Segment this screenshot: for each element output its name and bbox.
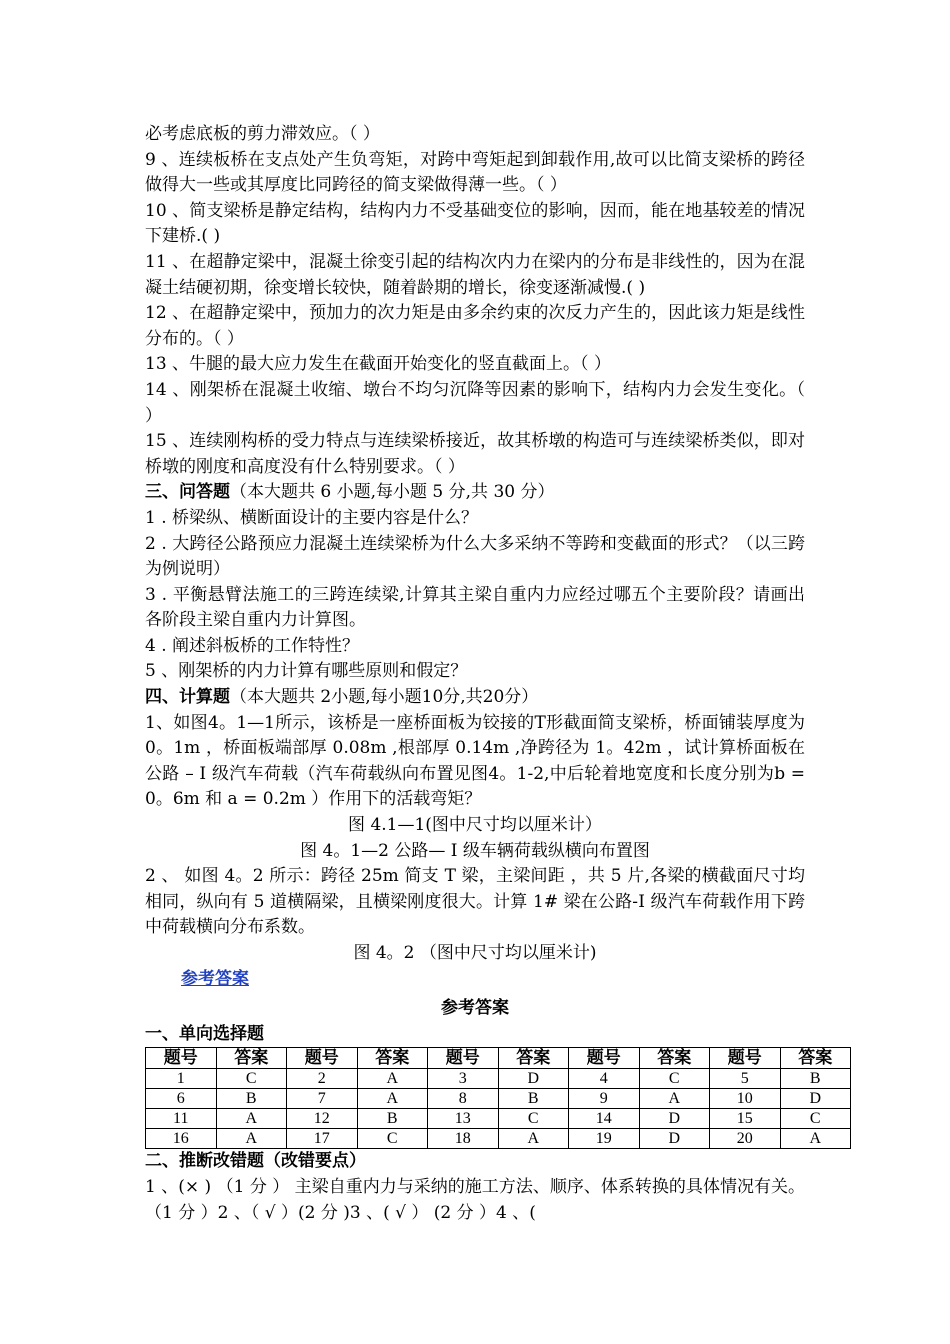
answer-letter: A xyxy=(357,1089,428,1109)
question-number: 6 xyxy=(146,1089,217,1109)
table-row xyxy=(146,1069,851,1089)
answer-letter: A xyxy=(780,1129,851,1149)
section3-heading: 三、问答题 xyxy=(145,482,230,503)
qa-item-2: 2 . 大跨径公路预应力混凝土连续梁桥为什么大多采纳不等跨和变截面的形式？（以三跨为例说明） xyxy=(145,533,805,580)
col-number-header: 题号 xyxy=(287,1048,358,1069)
question-number: 7 xyxy=(287,1089,358,1109)
table-row xyxy=(146,1089,851,1109)
answer-letter: B xyxy=(498,1089,569,1109)
qa-item-4: 4 . 阐述斜板桥的工作特性？ xyxy=(145,635,360,656)
question-number: 3 xyxy=(428,1069,499,1089)
answer-letter: B xyxy=(780,1069,851,1089)
question-number: 13 xyxy=(428,1109,499,1129)
col-answer-header: 答案 xyxy=(780,1048,851,1069)
question-number: 15 xyxy=(710,1109,781,1129)
reference-answer-link[interactable]: 参考答案 xyxy=(181,968,249,989)
col-number-header: 题号 xyxy=(146,1048,217,1069)
question-number: 16 xyxy=(146,1129,217,1149)
answer-letter: A xyxy=(216,1109,287,1129)
answer-letter: D xyxy=(498,1069,569,1089)
qa-item-3: 3 . 平衡悬臂法施工的三跨连续梁,计算其主梁自重内力应经过哪五个主要阶段？请画出各阶段主梁自重内力计算图。 xyxy=(145,584,805,631)
question-number: 18 xyxy=(428,1129,499,1149)
answer-letter: A xyxy=(216,1129,287,1149)
col-answer-header: 答案 xyxy=(357,1048,428,1069)
question-number: 8 xyxy=(428,1089,499,1109)
table-row xyxy=(146,1129,851,1149)
figure-caption-4-2: 图 4。2 （图中尺寸均以厘米计) xyxy=(353,943,597,963)
judge-item-8-tail: 必考虑底板的剪力滞效应。（ ） xyxy=(145,124,380,144)
answer-letter: C xyxy=(639,1069,710,1089)
answer-letter: D xyxy=(780,1089,851,1109)
answer-letter: D xyxy=(639,1109,710,1129)
question-number: 9 xyxy=(569,1089,640,1109)
answer-letter: A xyxy=(357,1069,428,1089)
section4-heading-line xyxy=(145,685,805,711)
answer-letter: B xyxy=(216,1089,287,1109)
answer-letter: C xyxy=(357,1129,428,1149)
judge-item-9: 9 、连续板桥在支点处产生负弯矩，对跨中弯矩起到卸载作用,故可以比简支梁桥的跨径做得大一些或其厚度比同跨径的简支梁做得薄一些。（ ） xyxy=(145,149,805,196)
question-number: 10 xyxy=(710,1089,781,1109)
calc-question-2: 2 、 如图 4。2 所示：跨径 25m 简支 T 梁，主梁间距 ，共 5 片,各梁的横截面尺寸均相同，纵向有 5 道横隔梁，且横梁刚度很大。计算 1# 梁在公路-Ⅰ 级汽车荷载作用下跨中荷载横向分布系数。 xyxy=(145,866,805,938)
answer-letter: B xyxy=(357,1109,428,1129)
col-number-header: 题号 xyxy=(428,1048,499,1069)
question-number: 5 xyxy=(710,1069,781,1089)
judge-item-14: 14 、刚架桥在混凝土收缩、墩台不均匀沉降等因素的影响下，结构内力会发生变化。（ ） xyxy=(145,379,805,426)
judge-item-13: 13 、牛腿的最大应力发生在截面开始变化的竖直截面上。（ ） xyxy=(145,354,611,375)
qa-item-1: 1 . 桥梁纵、横断面设计的主要内容是什么？ xyxy=(145,507,479,528)
question-number: 4 xyxy=(569,1069,640,1089)
col-answer-header: 答案 xyxy=(216,1048,287,1069)
question-number: 17 xyxy=(287,1129,358,1149)
qa-item-5: 5 、刚架桥的内力计算有哪些原则和假定？ xyxy=(145,661,468,682)
figure-caption-4-1-1: 图 4.1—1(图中尺寸均以厘米计） xyxy=(348,815,602,836)
answer-letter: D xyxy=(639,1129,710,1149)
section3-heading-line xyxy=(145,480,805,506)
table-row xyxy=(146,1109,851,1129)
question-number: 2 xyxy=(287,1069,358,1089)
judge-item-15: 15 、连续刚构桥的受力特点与连续梁桥接近，故其桥墩的构造可与连续梁桥类似，即对桥墩的刚度和高度没有什么特别要求。（ ） xyxy=(145,431,805,477)
judge-item-12: 12 、在超静定梁中，预加力的次力矩是由多余约束的次反力产生的，因此该力矩是线性分布的。（ ） xyxy=(145,303,805,349)
col-answer-header: 答案 xyxy=(639,1048,710,1069)
calc-question-1: 1、如图4。1—1所示，该桥是一座桥面板为铰接的T形截面简支梁桥，桥面铺装厚度为 0。1m ，桥面板端部厚 0.08m ,根部厚 0.14m ,净跨径为 1。42m ，试计算桥面板在公路 – Ⅰ 级汽车荷载（汽车荷载纵向布置见图4。1-2,中后轮着地宽度和长度分别为b = 0。6m 和 a = 0.2m ）作用下的活载弯矩？ xyxy=(145,712,805,810)
col-number-header: 题号 xyxy=(569,1048,640,1069)
judge-item-10: 10 、简支梁桥是静定结构，结构内力不受基础变位的影响，因而，能在地基较差的情况下建桥.( ) xyxy=(145,200,805,247)
answers-section2-heading: 二、推断改错题（改错要点） xyxy=(145,1151,366,1172)
col-answer-header: 答案 xyxy=(498,1048,569,1069)
section3-note: （本大题共 6 小题,每小题 5 分,共 30 分） xyxy=(230,482,555,503)
answer-letter: A xyxy=(639,1089,710,1109)
question-number: 1 xyxy=(146,1069,217,1089)
question-number: 14 xyxy=(569,1109,640,1129)
answers-title: 参考答案 xyxy=(441,998,509,1019)
question-number: 11 xyxy=(146,1109,217,1129)
answer-table xyxy=(145,1047,851,1149)
answer-letter: C xyxy=(498,1109,569,1129)
figure-caption-4-1-2: 图 4。1—2 公路— Ⅰ 级车辆荷载纵横向布置图 xyxy=(300,840,650,861)
answer-letter: C xyxy=(216,1069,287,1089)
answer-letter: A xyxy=(498,1129,569,1149)
section4-heading: 四、计算题 xyxy=(145,687,230,708)
section4-note: （本大题共 2小题,每小题10分,共20分） xyxy=(230,687,539,708)
judge-items xyxy=(145,122,805,480)
answers-section2-text: 1 、(× ) （1 分 ） 主梁自重内力与采纳的施工方法、顺序、体系转换的具体情况有关。 （1 分 ）2 、（ √ ）(2 分 )3 、( √ ） (2 分 ）4 、( xyxy=(145,1176,805,1223)
col-number-header: 题号 xyxy=(710,1048,781,1069)
question-number: 20 xyxy=(710,1129,781,1149)
judge-item-11: 11 、在超静定梁中，混凝土徐变引起的结构次内力在梁内的分布是非线性的，因为在混凝土结硬初期，徐变增长较快，随着龄期的增长，徐变逐渐减慢.( ) xyxy=(145,251,805,298)
document-body xyxy=(145,122,833,1226)
question-number: 12 xyxy=(287,1109,358,1129)
answer-letter: C xyxy=(780,1109,851,1129)
question-number: 19 xyxy=(569,1129,640,1149)
answer-table-header xyxy=(146,1048,851,1069)
answers-section1-heading: 一、单向选择题 xyxy=(145,1023,264,1044)
